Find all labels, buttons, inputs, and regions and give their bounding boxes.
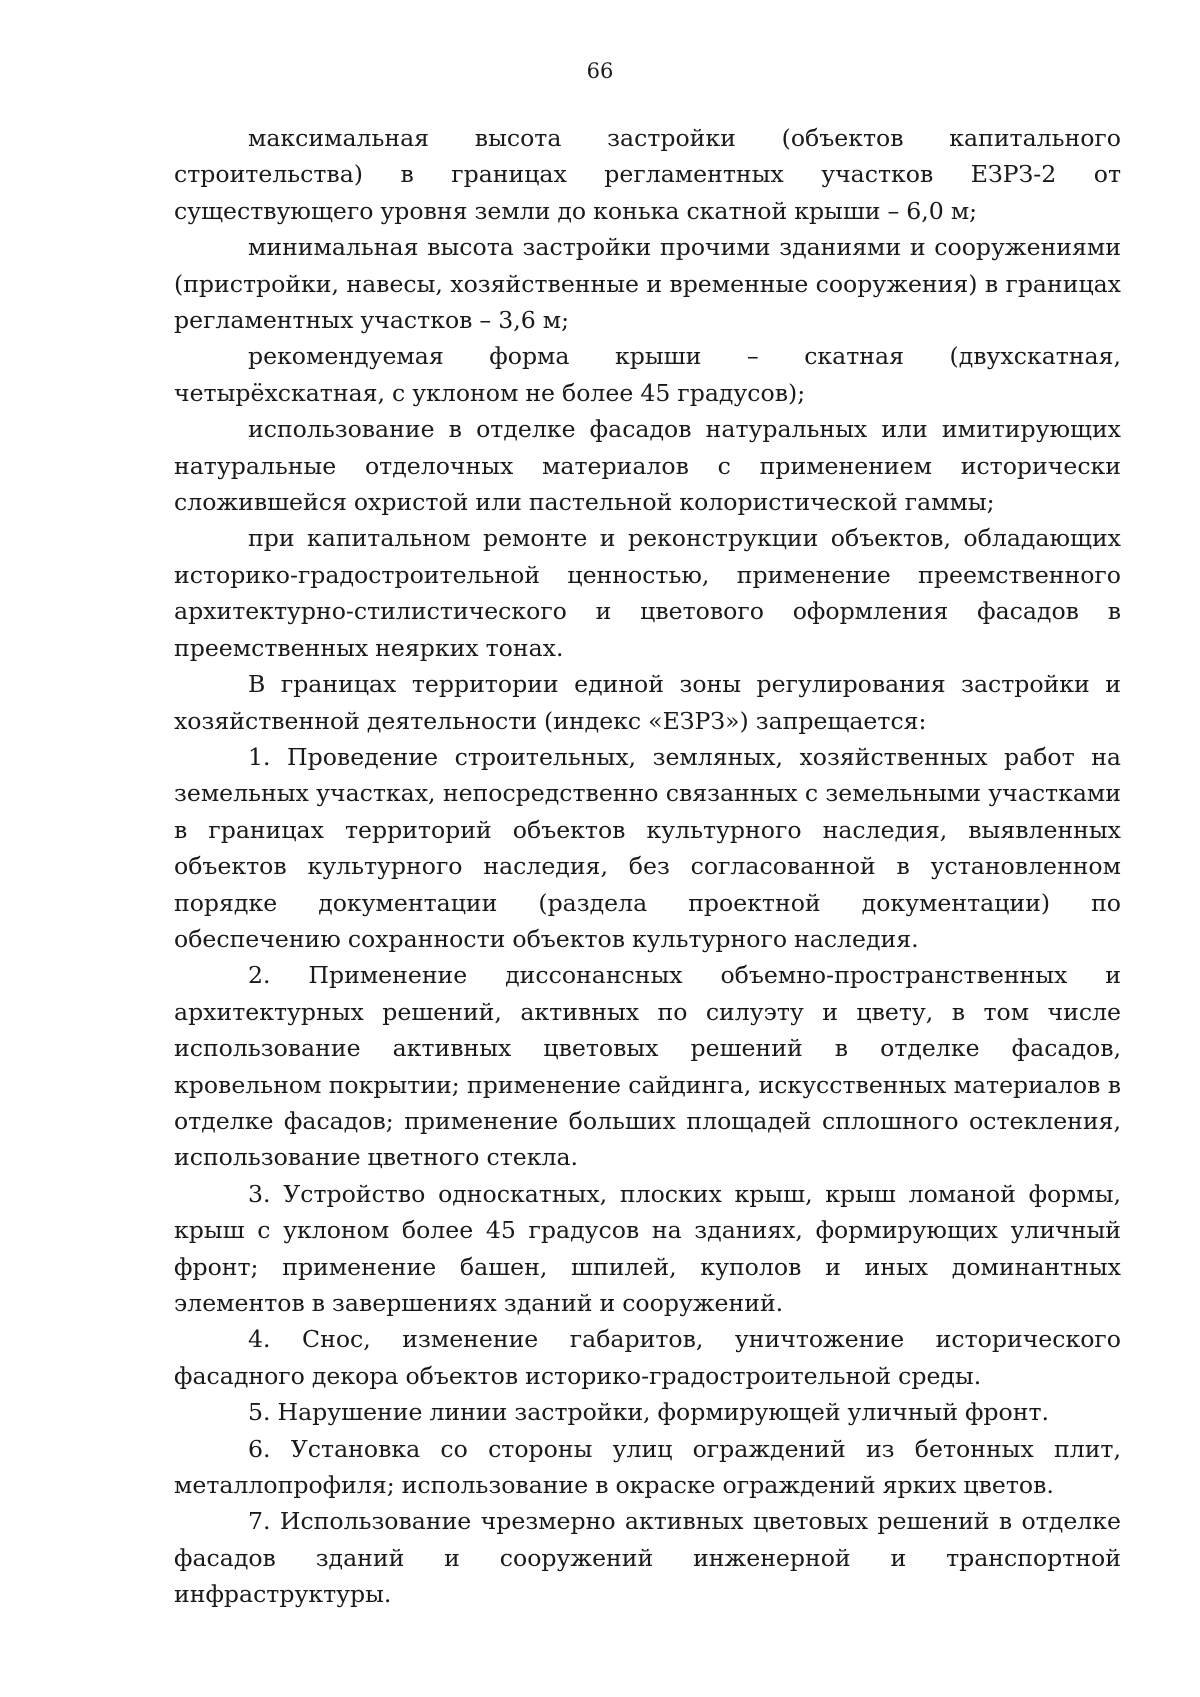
list-item-6: 6. Установка со стороны улиц ограждений из бетонных плит, металлопрофиля; использование в окраске ограждений ярких цветов.: [174, 1434, 1121, 1500]
page-number: 66: [586, 59, 614, 83]
list-item-1: 1. Проведение строительных, земляных, хозяйственных работ на земельных участках, непосредственно связанных с земельными участками в границах территорий объектов культурного наследия, выявленных объектов культурного наследия, без согласованной в установленном порядке документации (раздела проектной документации) по обеспечению сохранности объектов культурного наследия.: [174, 742, 1121, 953]
paragraph-prohibitions-intro: В границах территории единой зоны регулирования застройки и хозяйственной деятельности (индекс «ЕЗРЗ») запрещается:: [174, 670, 1121, 735]
list-item-7: 7. Использование чрезмерно активных цветовых решений в отделке фасадов зданий и сооружений инженерной и транспортной инфраструктуры.: [174, 1507, 1121, 1609]
paragraph-min-height: минимальная высота застройки прочими зданиями и сооружениями (пристройки, навесы, хозяйственные и временные сооружения) в границах регламентных участков – 3,6 м;: [174, 233, 1121, 335]
paragraph-reconstruction: при капитальном ремонте и реконструкции объектов, обладающих историко-градостроительной ценностью, применение преемственного архитектурно-стилистического и цветового оформления фасадов в преемственных неярких тонах.: [174, 524, 1121, 662]
paragraph-roof-form: рекомендуемая форма крыши – скатная (двухскатная, четырёхскатная, с уклоном не более 45 градусов);: [174, 342, 1121, 407]
body-text: [174, 120, 1121, 1613]
paragraph-max-height: максимальная высота застройки (объектов капитального строительства) в границах регламентных участков ЕЗРЗ-2 от существующего уровня земли до конька скатной крыши – 6,0 м;: [174, 124, 1121, 225]
paragraph-facade-materials: использование в отделке фасадов натуральных или имитирующих натуральные отделочных материалов с применением исторически сложившейся охристой или пастельной колористической гаммы;: [174, 415, 1121, 517]
list-item-5: 5. Нарушение линии застройки, формирующей уличный фронт.: [248, 1398, 1050, 1427]
list-item-3: 3. Устройство односкатных, плоских крыш, крыш ломаной формы, крыш с уклоном более 45 градусов на зданиях, формирующих уличный фронт; применение башен, шпилей, куполов и иных доминантных элементов в завершениях зданий и сооружений.: [174, 1179, 1121, 1317]
list-item-2: 2. Применение диссонансных объемно-пространственных и архитектурных решений, активных по силуэту и цвету, в том числе использование активных цветовых решений в отделке фасадов, кровельном покрытии; применение сайдинга, искусственных материалов в отделке фасадов; применение больших площадей сплошного остекления, использование цветного стекла.: [174, 961, 1121, 1172]
list-item-4: 4. Снос, изменение габаритов, уничтожение исторического фасадного декора объектов историко-градостроительной среды.: [174, 1325, 1121, 1390]
